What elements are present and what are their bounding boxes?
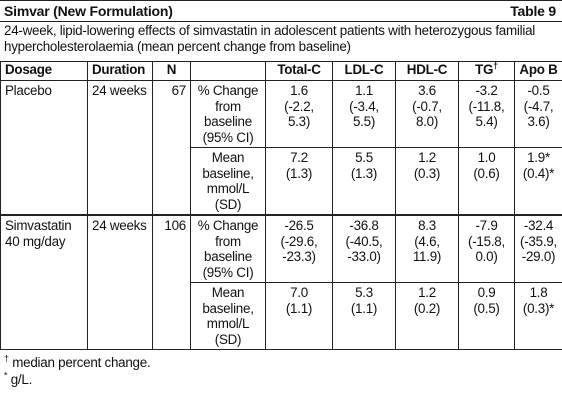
n-cell: 67	[153, 81, 191, 216]
measure-label: Mean baseline, mmol/L (SD)	[191, 148, 266, 216]
col-tg	[459, 62, 515, 81]
star-text: g/L.	[7, 372, 33, 387]
footnote-star	[4, 371, 558, 388]
title-bar	[0, 0, 562, 22]
value-cell: 1.8 (0.3)*	[515, 283, 562, 350]
results-table	[0, 61, 562, 350]
value-cell: 1.6 (-2.2, 5.3)	[266, 81, 333, 148]
col-blank	[191, 62, 266, 81]
duration-cell: 24 weeks	[88, 215, 153, 350]
table-row	[1, 81, 562, 148]
dosage-cell: Simvastatin 40 mg/day	[1, 215, 88, 350]
footnotes	[0, 350, 562, 388]
table-caption: 24-week, lipid-lowering effects of simvastatin in adolescent patients with heterozygous familial hypercholesterolaemia (mean percent change from baseline)	[4, 23, 535, 54]
value-cell: 7.2 (1.3)	[266, 148, 333, 216]
col-tg-dagger: †	[493, 60, 498, 71]
value-cell: -32.4 (-35.9, -29.0)	[515, 215, 562, 283]
value-cell: 5.5 (1.3)	[333, 148, 396, 216]
value-cell: 1.0 (0.6)	[459, 148, 515, 216]
value-cell: -7.9 (-15.8, 0.0)	[459, 215, 515, 283]
measure-label: % Change from baseline (95% CI)	[191, 81, 266, 148]
col-hdl-c: HDL-C	[396, 62, 459, 81]
header-row	[1, 62, 562, 81]
duration-cell: 24 weeks	[88, 81, 153, 216]
col-apob: Apo B	[515, 62, 562, 81]
star-mark: *	[4, 370, 8, 381]
value-cell: -0.5 (-4.7, 3.6)	[515, 81, 562, 148]
dosage-cell: Placebo	[1, 81, 88, 216]
value-cell: 1.2 (0.2)	[396, 283, 459, 350]
value-cell: -26.5 (-29.6, -23.3)	[266, 215, 333, 283]
value-cell: 1.1 (-3.4, 5.5)	[333, 81, 396, 148]
col-total-c: Total-C	[266, 62, 333, 81]
measure-label: % Change from baseline (95% CI)	[191, 215, 266, 283]
value-cell: 7.0 (1.1)	[266, 283, 333, 350]
value-cell: 0.9 (0.5)	[459, 283, 515, 350]
table-row	[1, 215, 562, 283]
document-title: Simvar (New Formulation)	[4, 3, 173, 19]
value-cell: 5.3 (1.1)	[333, 283, 396, 350]
value-cell: 1.9* (0.4)*	[515, 148, 562, 216]
n-cell: 106	[153, 215, 191, 350]
footnote-dagger	[4, 354, 558, 371]
dagger-mark: †	[4, 353, 9, 364]
col-tg-label: TG	[475, 62, 494, 77]
value-cell: 1.2 (0.3)	[396, 148, 459, 216]
measure-label: Mean baseline, mmol/L (SD)	[191, 283, 266, 350]
value-cell: -3.2 (-11.8, 5.4)	[459, 81, 515, 148]
col-ldl-c: LDL-C	[333, 62, 396, 81]
value-cell: 3.6 (-0.7, 8.0)	[396, 81, 459, 148]
dagger-text: median percent change.	[8, 355, 151, 370]
col-dosage: Dosage	[1, 62, 88, 81]
value-cell: 8.3 (4.6, 11.9)	[396, 215, 459, 283]
table-number: Table 9	[510, 3, 556, 19]
value-cell: -36.8 (-40.5, -33.0)	[333, 215, 396, 283]
col-n: N	[153, 62, 191, 81]
col-duration: Duration	[88, 62, 153, 81]
